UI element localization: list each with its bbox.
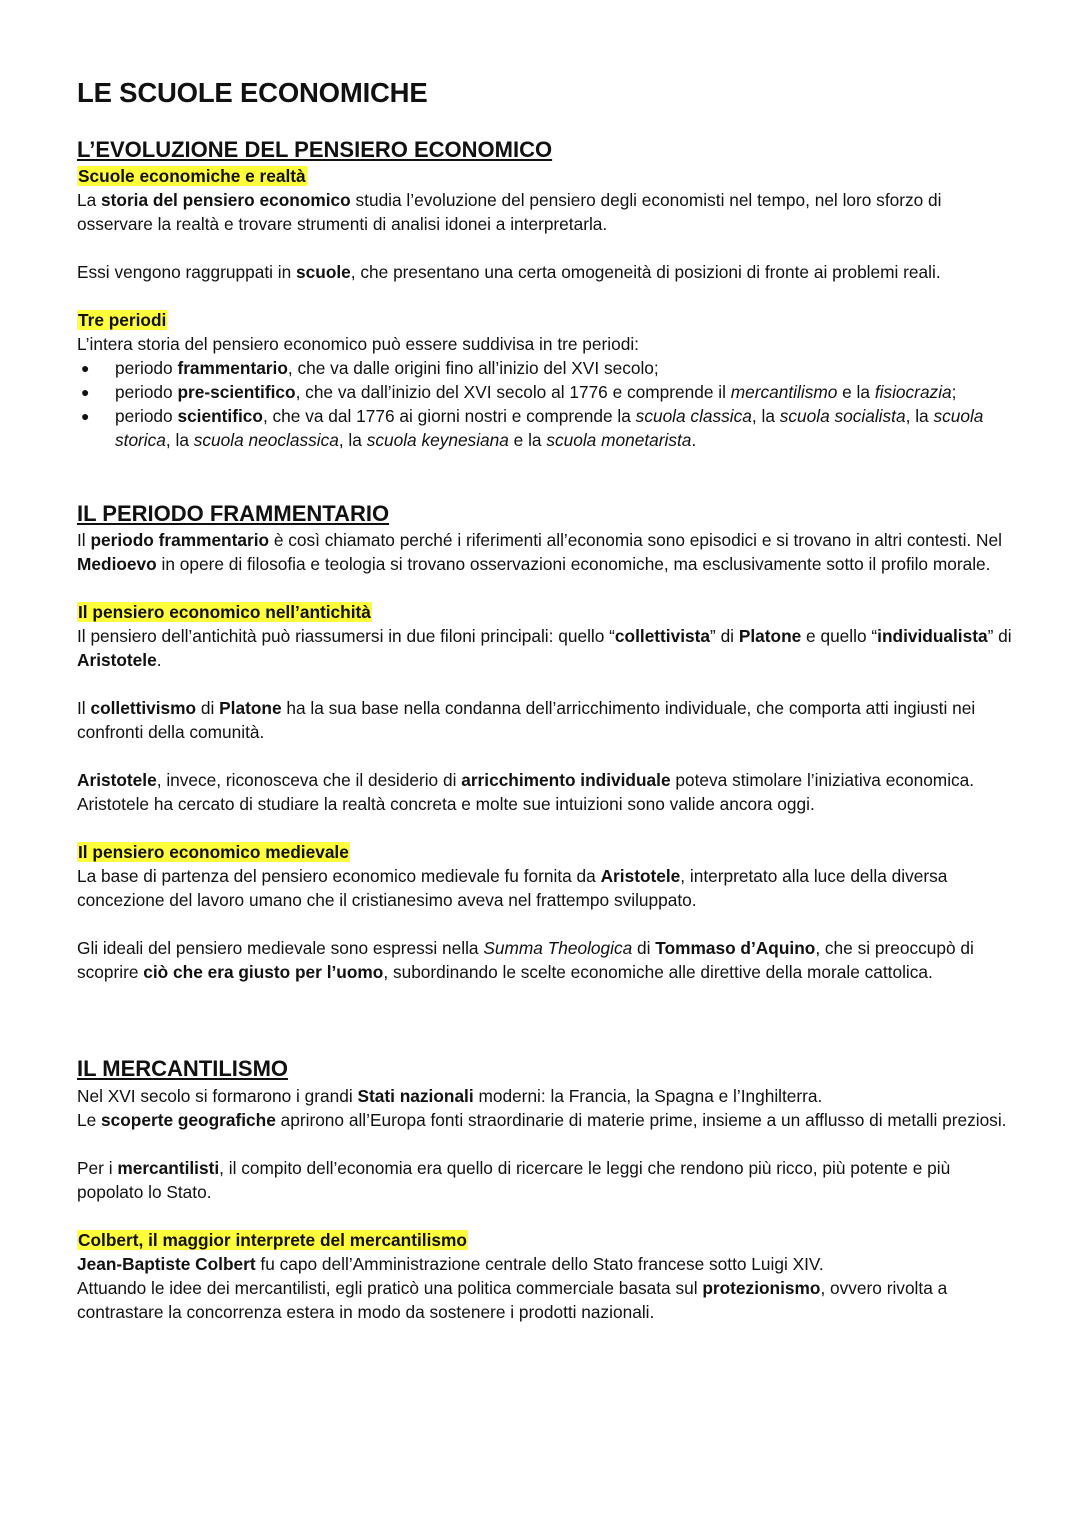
list-item: ● periodo frammentario, che va dalle origini fino all’inizio del XVI secolo; — [81, 358, 659, 378]
section-body-evoluzione — [77, 164, 1017, 452]
bullet-icon: ● — [81, 384, 90, 400]
paragraph-medievale-2: Gli ideali del pensiero medievale sono espressi nella Summa Theologica di Tommaso d’Aquino, che si preoccupò di scoprire ciò che era giusto per l’uomo, subordinando le scelte economiche alle direttive della morale cattolica. — [77, 938, 974, 982]
paragraph-antichita-2: Il collettivismo di Platone ha la sua base nella condanna dell’arricchimento individuale, che comporta atti ingiusti nei confronti della comunità. — [77, 698, 976, 742]
paragraph-antichita-1: Il pensiero dell’antichità può riassumersi in due filoni principali: quello “collettivista” di Platone e quello “individualista” di Aristotele. — [77, 626, 1012, 670]
section-heading-frammentario: IL PERIODO FRAMMENTARIO — [77, 501, 390, 526]
paragraph-antichita-3: Aristotele, invece, riconosceva che il desiderio di arricchimento individuale poteva stimolare l’iniziativa economica. Aristotele ha cercato di studiare la realtà concreta e molte sue intuizioni sono valide ancora oggi. — [77, 770, 975, 814]
paragraph-colbert-1: Jean-Baptiste Colbert fu capo dell’Amministrazione centrale dello Stato francese sotto Luigi XIV. — [77, 1254, 824, 1274]
paragraph-mercantilismo-2: Le scoperte geografiche aprirono all’Europa fonti straordinarie di materie prime, insieme a un afflusso di metalli preziosi. — [77, 1110, 1007, 1130]
paragraph-colbert-2: Attuando le idee dei mercantilisti, egli praticò una politica commerciale basata sul protezionismo, ovvero rivolta a contrastare la concorrenza estera in modo da sostenere i prodotti nazionali. — [77, 1278, 948, 1322]
section-heading-evoluzione: L’EVOLUZIONE DEL PENSIERO ECONOMICO — [77, 137, 553, 162]
paragraph-mercantilismo-1: Nel XVI secolo si formarono i grandi Stati nazionali moderni: la Francia, la Spagna e l’Inghilterra. — [77, 1086, 823, 1106]
paragraph-periodi-intro: L’intera storia del pensiero economico può essere suddivisa in tre periodi: — [77, 334, 639, 354]
paragraph-scuole-2: Essi vengono raggruppati in scuole, che presentano una certa omogeneità di posizioni di fronte ai problemi reali. — [77, 262, 941, 282]
list-item: ● periodo scientifico, che va dal 1776 ai giorni nostri e comprende la scuola classica, la scuola socialista, la scuola storica, la scuola neoclassica, la scuola keynesiana e la scuola monetarista. — [81, 406, 984, 450]
paragraph-medievale-1: La base di partenza del pensiero economico medievale fu fornita da Aristotele, interpretato alla luce della diversa concezione del lavoro umano che il cristianesimo aveva nel frattempo sviluppato. — [77, 866, 948, 910]
list-item: ● periodo pre-scientifico, che va dall’inizio del XVI secolo al 1776 e comprende il mercantilismo e la fisiocrazia; — [81, 382, 957, 402]
section-heading-mercantilismo: IL MERCANTILISMO — [77, 1056, 289, 1081]
bullet-icon: ● — [81, 360, 90, 376]
periodi-list — [77, 356, 1017, 452]
section-body-frammentario — [77, 528, 1017, 984]
bullet-icon: ● — [81, 408, 90, 424]
subheading-scuole: Scuole economiche e realtà — [78, 166, 306, 186]
subheading-antichita: Il pensiero economico nell’antichità — [78, 602, 371, 622]
paragraph-mercantilismo-3: Per i mercantilisti, il compito dell’economia era quello di ricercare le leggi che rendono più ricco, più potente e più popolato lo Stato. — [77, 1158, 951, 1202]
paragraph-scuole-1: La storia del pensiero economico studia l’evoluzione del pensiero degli economisti nel tempo, nel loro sforzo di osservare la realtà e trovare strumenti di analisi idonei a interpretarla. — [77, 190, 942, 234]
subheading-medievale: Il pensiero economico medievale — [78, 842, 349, 862]
document-title: LE SCUOLE ECONOMICHE — [77, 77, 428, 108]
subheading-periodi: Tre periodi — [78, 310, 167, 330]
section-body-mercantilismo — [77, 1084, 1017, 1324]
paragraph-frammentario-1: Il periodo frammentario è così chiamato perché i riferimenti all’economia sono episodici e si trovano in altri contesti. Nel Medioevo in opere di filosofia e teologia si trovano osservazioni economiche, ma esclusivamente sotto il profilo morale. — [77, 530, 1002, 574]
subheading-colbert: Colbert, il maggior interprete del mercantilismo — [78, 1230, 467, 1250]
